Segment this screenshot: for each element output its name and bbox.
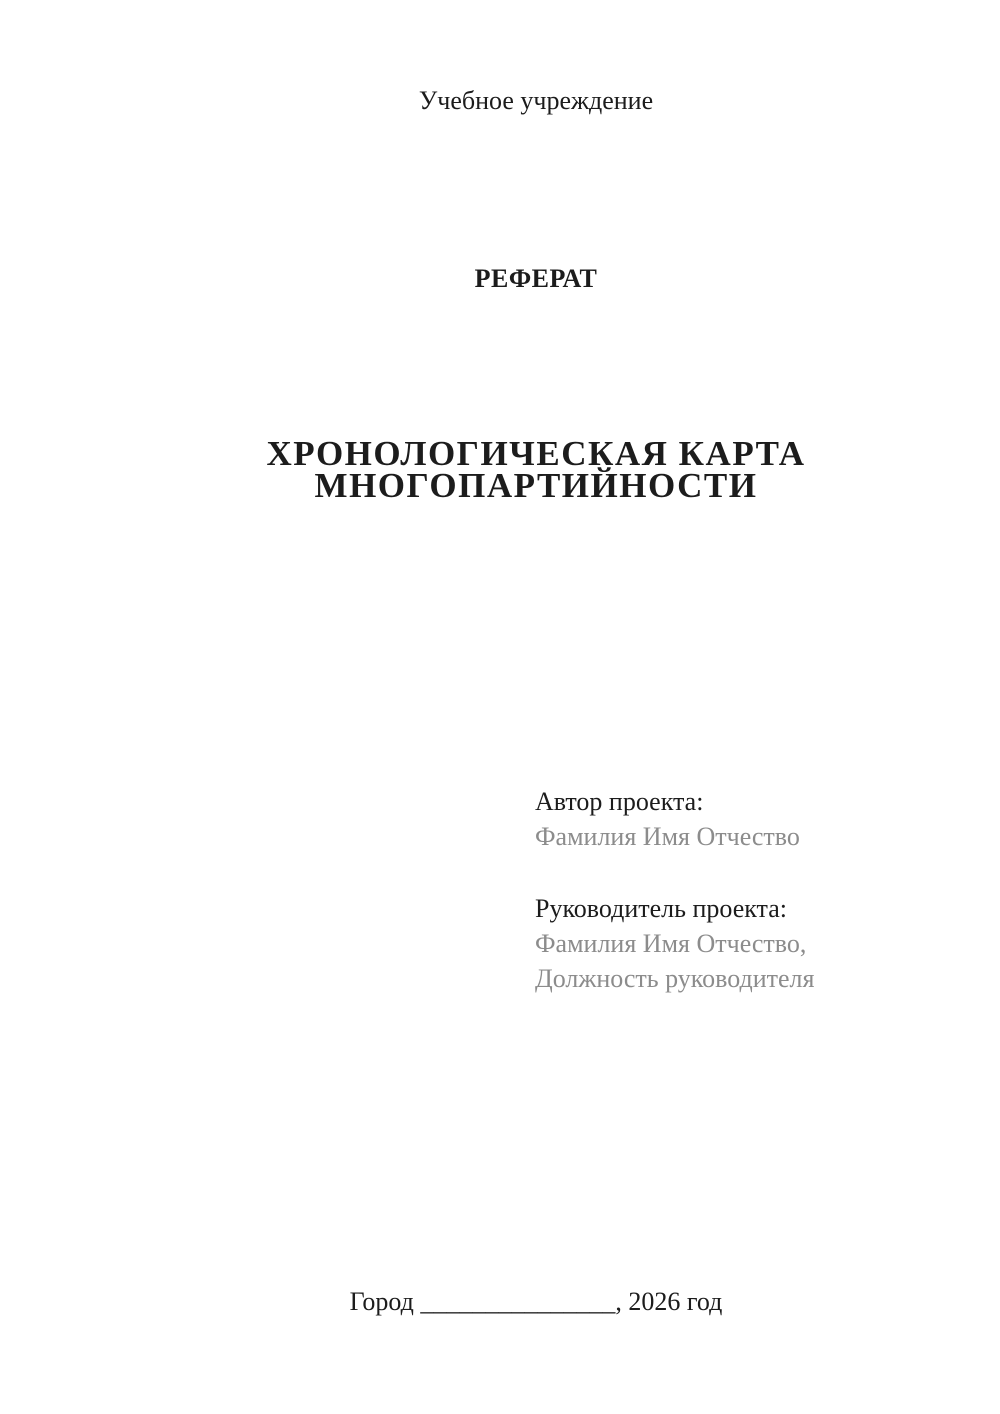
city-label: Город bbox=[349, 1287, 421, 1316]
supervisor-name-placeholder: Фамилия Имя Отчество, bbox=[535, 929, 807, 958]
supervisor-label: Руководитель проекта: bbox=[535, 894, 788, 923]
document-type-label: РЕФЕРАТ bbox=[474, 264, 598, 293]
author-name-placeholder: Фамилия Имя Отчество bbox=[535, 822, 800, 851]
document-title-line-2: МНОГОПАРТИЙНОСТИ bbox=[314, 466, 758, 505]
year-text: , 2026 год bbox=[615, 1287, 723, 1316]
city-year-line bbox=[143, 1285, 929, 1318]
supervisor-position-placeholder: Должность руководителя bbox=[535, 964, 815, 993]
author-section bbox=[535, 784, 800, 854]
document-title bbox=[143, 434, 929, 505]
supervisor-section bbox=[535, 891, 814, 996]
city-blank-field: _______________ bbox=[420, 1287, 616, 1316]
institution-name: Учебное учреждение bbox=[418, 86, 654, 115]
document-title-line-1: ХРОНОЛОГИЧЕСКАЯ КАРТА bbox=[266, 434, 806, 473]
author-label: Автор проекта: bbox=[535, 787, 704, 816]
